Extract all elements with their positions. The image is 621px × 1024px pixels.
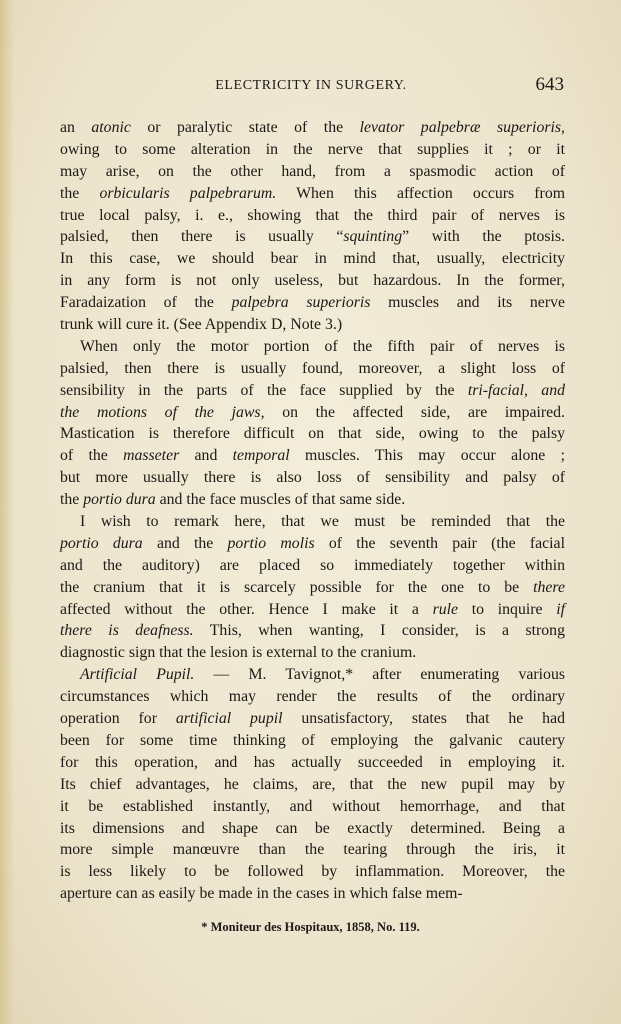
text-run: unsatisfactory, states that he had xyxy=(282,710,565,728)
text-run: palsied, then there is usually “ xyxy=(60,228,344,246)
text-run: owing to some alteration in the nerve that supplies it ; or it xyxy=(60,140,565,158)
text-run: an xyxy=(60,119,92,136)
text-run: of the xyxy=(60,447,124,465)
text-run: When only the motor portion of the fifth pair of nerves is xyxy=(80,337,565,355)
text-line xyxy=(60,402,565,424)
text-run: more simple manœuvre than the tearing through the iris, it xyxy=(60,841,565,859)
text-line xyxy=(60,861,565,883)
text-run: and the face muscles of that same side. xyxy=(155,491,406,509)
text-run: is less likely to be followed by inflammation. Moreover, the xyxy=(60,863,565,881)
text-line xyxy=(60,642,565,664)
italic-term: Artificial Pupil. xyxy=(80,666,195,684)
text-line xyxy=(60,796,565,818)
text-line xyxy=(60,139,565,161)
text-line xyxy=(60,620,565,642)
text-line xyxy=(60,226,565,248)
text-line xyxy=(60,161,565,183)
text-run: muscles. This may occur alone ; xyxy=(289,447,565,465)
italic-term: artificial pupil xyxy=(175,710,283,728)
text-line xyxy=(60,883,565,905)
text-line xyxy=(60,467,565,489)
text-line xyxy=(60,555,565,577)
text-run: circumstances which may render the results of the ordinary xyxy=(60,688,565,706)
text-run: and the xyxy=(142,534,228,552)
italic-term: orbicularis palpebrarum. xyxy=(99,184,277,202)
text-line xyxy=(60,664,565,686)
text-run: In this case, we should bear in mind that, usually, electricity xyxy=(60,250,565,268)
text-run: When this affection occurs from xyxy=(276,184,566,202)
text-line xyxy=(60,380,565,402)
text-line xyxy=(60,599,565,621)
italic-term: if xyxy=(556,600,565,618)
text-line xyxy=(60,686,565,708)
text-line xyxy=(60,577,565,599)
text-run: — M. Tavignot,* after enumerating various xyxy=(194,666,565,684)
text-run: the xyxy=(60,184,100,202)
text-line xyxy=(60,533,565,555)
text-run: on the affected side, are impaired. xyxy=(264,403,565,421)
text-line xyxy=(60,774,565,796)
text-line xyxy=(60,270,565,292)
text-line xyxy=(60,752,565,774)
text-line xyxy=(60,117,565,139)
italic-term: the motions of the jaws, xyxy=(60,403,265,421)
text-line xyxy=(60,708,565,730)
text-run: it be established instantly, and without hemorrhage, and that xyxy=(60,797,565,815)
text-line xyxy=(60,358,565,380)
text-line xyxy=(60,445,565,467)
text-run: but more usually there is also loss of sensibility and palsy of xyxy=(60,469,565,487)
text-run: the xyxy=(60,491,84,509)
text-line xyxy=(60,489,565,511)
text-run: the cranium that it is scarcely possible for the one to be xyxy=(60,578,534,596)
text-run: Faradaization of the xyxy=(60,294,232,312)
text-line xyxy=(60,730,565,752)
text-run: for this operation, and has actually succeeded in employing it. xyxy=(60,753,565,771)
text-run: aperture can as easily be made in the cases in which false mem- xyxy=(60,885,463,903)
italic-term: palpebra superioris xyxy=(231,294,371,312)
text-run: its dimensions and shape can be exactly determined. Being a xyxy=(60,819,565,837)
footnote: * Moniteur des Hospitaux, 1858, No. 119. xyxy=(201,920,420,934)
italic-term: portio dura xyxy=(83,491,156,509)
text-run: muscles and its nerve xyxy=(370,294,565,312)
text-run: been for some time thinking of employing the galvanic cautery xyxy=(60,731,565,749)
text-run: ” with the ptosis. xyxy=(402,228,566,246)
text-run: diagnostic sign that the lesion is external to the cranium. xyxy=(60,644,417,662)
page-number: 643 xyxy=(535,74,564,95)
italic-term: there xyxy=(533,578,565,596)
text-run: palsied, then there is usually found, moreover, a slight loss of xyxy=(60,359,565,377)
italic-term: levator palpebræ superioris, xyxy=(359,119,565,136)
text-run: trunk will cure it. (See Appendix D, Note 3.) xyxy=(60,316,343,334)
italic-term: tri-facial, and xyxy=(467,381,565,399)
text-line xyxy=(60,248,565,270)
text-line xyxy=(60,292,565,314)
italic-term: atonic xyxy=(91,119,131,136)
text-run: Its chief advantages, he claims, are, that the new pupil may by xyxy=(60,775,565,793)
italic-term: portio dura xyxy=(60,534,143,552)
text-run: or paralytic state of the xyxy=(130,119,360,136)
body-text xyxy=(60,117,565,905)
text-run: operation for xyxy=(60,710,176,728)
text-line xyxy=(60,314,565,336)
text-run: sensibility in the parts of the face supplied by the xyxy=(60,381,468,399)
italic-term: there is deafness. xyxy=(60,622,194,640)
text-line xyxy=(60,511,565,533)
text-line xyxy=(60,183,565,205)
text-line xyxy=(60,336,565,358)
text-run: I wish to remark here, that we must be reminded that the xyxy=(80,513,565,531)
text-run: and the auditory) are placed so immediately together within xyxy=(60,556,565,574)
text-run: may arise, on the other hand, from a spasmodic action of xyxy=(60,162,565,180)
italic-term: rule xyxy=(432,600,459,618)
italic-term: masseter xyxy=(123,447,180,465)
text-line xyxy=(60,423,565,445)
text-run: This, when wanting, I consider, is a strong xyxy=(193,622,565,640)
page-header xyxy=(58,74,564,98)
italic-term: squinting xyxy=(343,228,403,246)
text-run: to inquire xyxy=(458,600,557,618)
text-line xyxy=(60,839,565,861)
running-title: ELECTRICITY IN SURGERY. xyxy=(215,78,407,93)
text-run: of the seventh pair (the facial xyxy=(314,534,565,552)
italic-term: portio molis xyxy=(227,534,315,552)
text-line xyxy=(60,818,565,840)
page-spine-shadow xyxy=(0,0,14,1024)
text-line xyxy=(60,205,565,227)
text-run: true local palsy, i. e., showing that the third pair of nerves is xyxy=(60,206,565,224)
italic-term: temporal xyxy=(232,447,290,465)
text-run: Mastication is therefore difficult on that side, owing to the palsy xyxy=(60,425,565,443)
text-run: and xyxy=(179,447,233,465)
text-run: in any form is not only useless, but hazardous. In the former, xyxy=(60,272,565,290)
text-run: affected without the other. Hence I make it a xyxy=(60,600,433,618)
